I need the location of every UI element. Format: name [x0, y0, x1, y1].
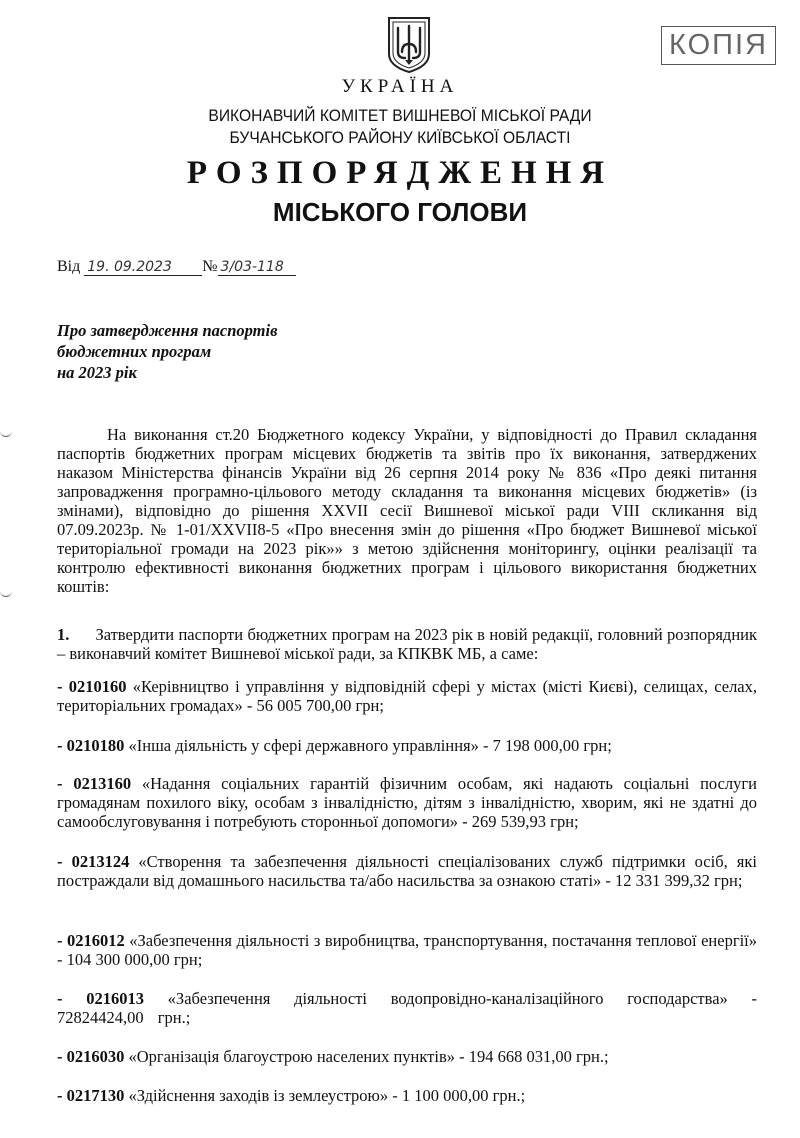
program-text: «Надання соціальних гарантій фізичним особам, які надають соціальні послуги громадянам похилого віку, особам з інвалідністю, дітям з інвалідністю, хворим, які не здатні до самообслуговування і потребують сторонньої допомоги» - 269 539,93 грн; [57, 774, 757, 831]
program-code: 0210180 [66, 736, 125, 755]
country-heading: УКРАЇНА [341, 76, 459, 97]
program-item [57, 736, 757, 755]
intro-paragraph: На виконання ст.20 Бюджетного кодексу України, у відповідності до Правил складання паспортів бюджетних програм місцевих бюджетів та звітів про їх виконання, затверджених наказом Міністерства фінансів України від 26 серпня 2014 року № 836 «Про деякі питання запровадження програмно-цільового методу складання та виконання місцевих бюджетів» (із змінами), відповідно до рішення XXVII сесії Вишневої міської ради VIII скликання від 07.09.2023р. № 1-01/XXVII8-5 «Про внесення змін до рішення «Про бюджет Вишневої міської територіальної громади на 2023 рік»» з метою здійснення моніторингу, оцінки реалізації та контролю ефективності виконання бюджетних програм і цільового використання бюджетних коштів: [57, 425, 757, 596]
program-item [57, 774, 757, 831]
program-code: 0216030 [66, 1047, 125, 1066]
program-code: 0213160 [73, 774, 132, 793]
number-prefix: № [202, 258, 218, 275]
handwritten-number: 3/03-118 [218, 259, 296, 276]
committee-line-2: БУЧАНСЬКОГО РАЙОНУ КИЇВСЬКОЇ ОБЛАСТІ [229, 128, 571, 147]
program-text: «Інша діяльність у сфері державного управління» - 7 198 000,00 грн; [124, 736, 612, 755]
program-code: 0216013 [86, 989, 144, 1008]
item-1-paragraph [57, 625, 757, 663]
scan-margin-mark [0, 590, 12, 597]
document-author-title: МІСЬКОГО ГОЛОВИ [272, 197, 528, 227]
program-text: «Здійснення заходів із землеустрою» - 1 100 000,00 грн.; [124, 1086, 526, 1105]
program-prefix: - [57, 931, 68, 950]
program-code: 0213124 [71, 852, 130, 871]
program-item [57, 1086, 757, 1105]
program-text: «Забезпечення діяльності з виробництва, транспортування, постачання теплової енергії» - 104 300 000,00 грн; [57, 931, 758, 969]
item-1-number: 1. [57, 625, 70, 644]
program-prefix: - [57, 1047, 67, 1066]
program-text: «Створення та забезпечення діяльності спеціалізованих служб підтримки осіб, які постраждали від домашнього насильства та/або насильства за ознакою статі» - 12 331 399,32 грн; [57, 852, 757, 890]
program-prefix: - [57, 736, 67, 755]
item-1-text: Затвердити паспорти бюджетних програм на 2023 рік в новій редакції, головний розпорядник – виконавчий комітет Вишневої міської ради, за КПКВК МБ, а саме: [57, 625, 758, 663]
program-item [57, 852, 757, 890]
document-subject [57, 320, 277, 383]
program-prefix: - [57, 774, 74, 793]
copy-stamp: КОПІЯ [661, 26, 776, 65]
program-prefix: - [57, 677, 69, 696]
program-code: 0217130 [66, 1086, 125, 1105]
document-type-title: РОЗПОРЯДЖЕННЯ [186, 155, 614, 191]
program-prefix: - [57, 1086, 67, 1105]
program-code: 0210160 [68, 677, 127, 696]
subject-line-1: Про затвердження паспортів [57, 321, 278, 340]
program-code: 0216012 [67, 931, 125, 950]
subject-line-2: бюджетних програм [57, 342, 212, 361]
program-text: «Забезпечення діяльності водопровідно-каналізаційного господарства» - 72824424,00 грн.; [57, 989, 758, 1027]
trident-emblem-icon [385, 14, 433, 74]
committee-line-1: ВИКОНАВЧИЙ КОМІТЕТ ВИШНЕВОЇ МІСЬКОЇ РАДИ [208, 106, 592, 125]
program-text: «Організація благоустрою населених пунктів» - 194 668 031,00 грн.; [124, 1047, 609, 1066]
program-text: «Керівництво і управління у відповідній сфері у містах (місті Києві), селищах, селах, територіальних громадах» - 56 005 700,00 грн; [57, 677, 757, 715]
handwritten-date: 19. 09.2023 [84, 259, 202, 276]
subject-line-3: на 2023 рік [57, 363, 137, 382]
date-number-line [57, 258, 296, 276]
program-prefix: - [57, 989, 87, 1008]
scan-margin-mark [0, 430, 12, 437]
program-item [57, 677, 757, 715]
program-item [57, 931, 757, 969]
program-item [57, 989, 757, 1027]
program-prefix: - [57, 852, 72, 871]
date-prefix: Від [57, 258, 81, 275]
program-item [57, 1047, 757, 1066]
